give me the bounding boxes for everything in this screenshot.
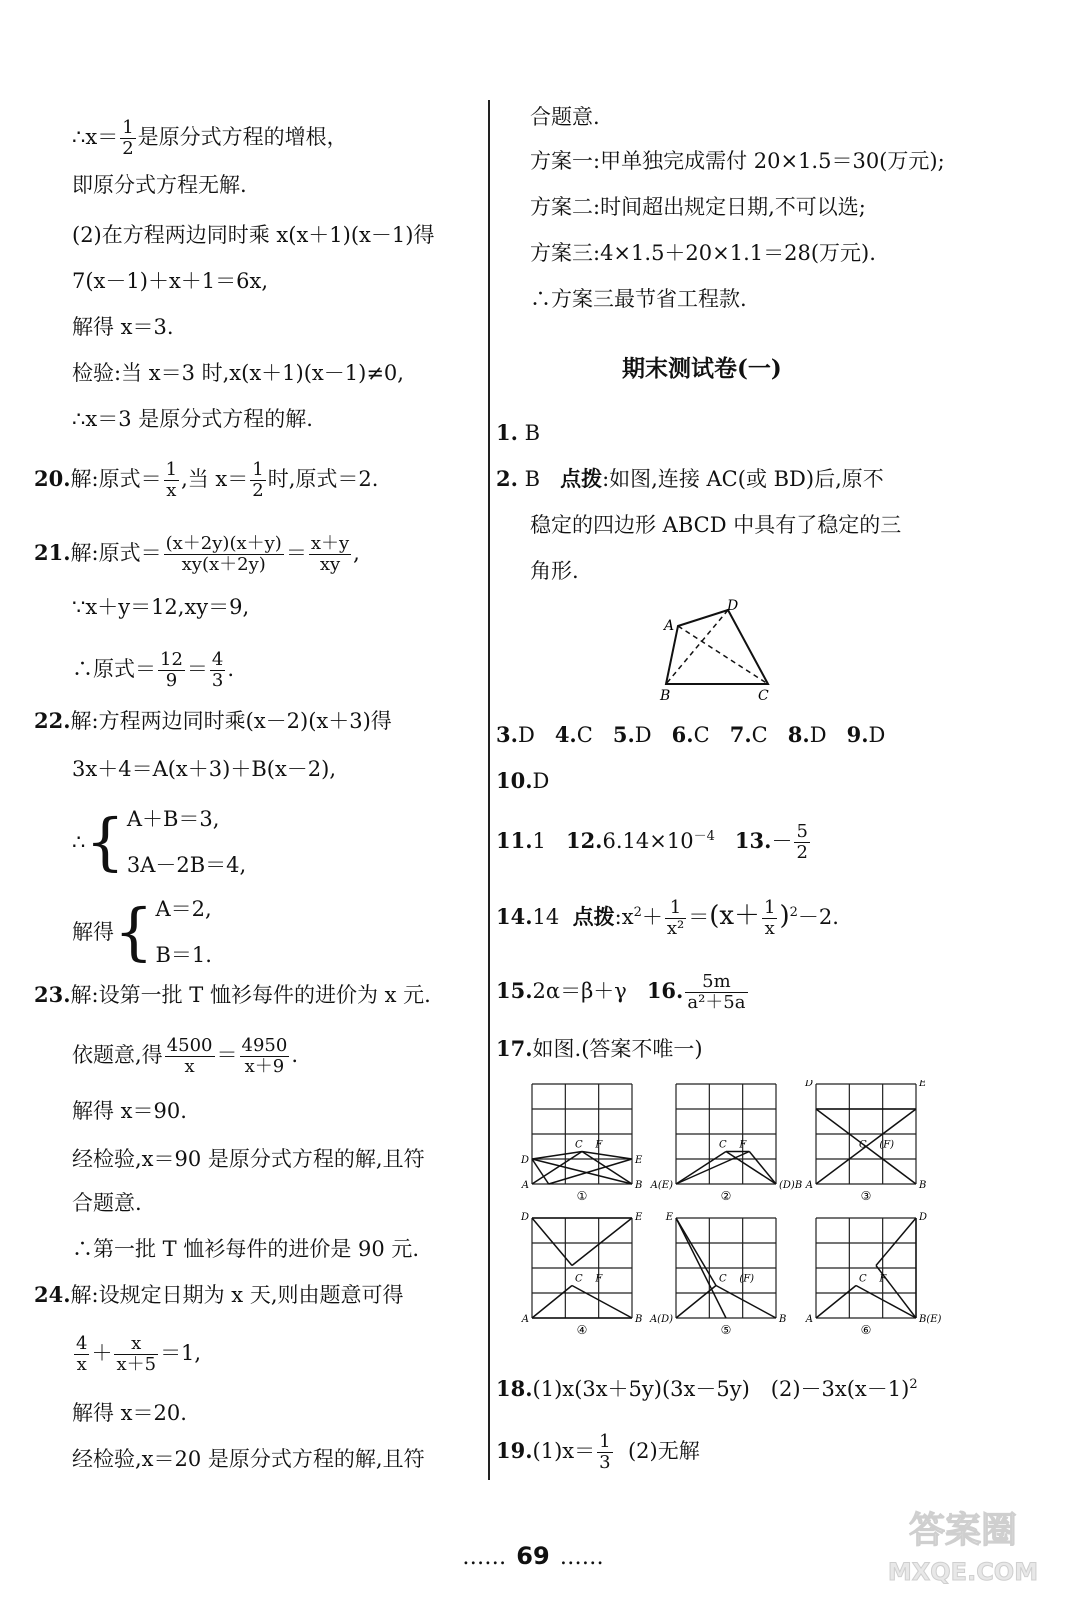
line-5: 解得 x＝3. bbox=[72, 315, 174, 339]
r-line-3: 方案二:时间超出规定日期,不可以选; bbox=[530, 195, 866, 219]
point-label: C bbox=[575, 1273, 583, 1285]
segment bbox=[816, 1286, 856, 1319]
label-B: B bbox=[660, 688, 671, 704]
figure-number: ② bbox=[720, 1189, 732, 1203]
answer-6: 6.C bbox=[671, 722, 710, 747]
point-label: B bbox=[779, 1314, 787, 1325]
segment bbox=[582, 1152, 632, 1160]
q22-system-1: ∴{A＋B＝3, 3A－2B＝4, bbox=[72, 805, 247, 878]
segment bbox=[676, 1152, 749, 1185]
r-line-1: 合题意. bbox=[530, 105, 600, 129]
q24-line-2: $\frac{4}{x}$ ＋ $\frac{x}{x+5}$ ＝1, bbox=[76, 1333, 202, 1375]
answer-14: 14.14 点拨$:x^2+$ $\frac{1}{\text{x²}}$ ＝(x＋ $\frac{1}{x}$ )$^2$－2. bbox=[496, 897, 839, 939]
segment bbox=[676, 1286, 716, 1319]
question-21: 21.解:原式＝ $\frac{(x+2y)(x+y)}{xy(x+2y)}$ ＝ $\frac{x+y}{xy}$ , bbox=[34, 533, 360, 575]
line-6: 检验:当 x＝3 时,x(x＋1)(x－1)≠0, bbox=[72, 361, 404, 385]
figure-number: ⑥ bbox=[860, 1323, 872, 1337]
q21-line-2: ∵x＋y＝12,xy＝9, bbox=[72, 595, 250, 619]
q24-line-4: 经检验,x＝20 是原分式方程的解,且符 bbox=[72, 1447, 425, 1471]
answer-19: 19.(1)x＝ $\frac{1}{3}$ (2)无解 bbox=[496, 1431, 700, 1473]
line-2: 即原分式方程无解. bbox=[72, 173, 247, 197]
segment bbox=[676, 1152, 726, 1185]
point-label: D bbox=[919, 1212, 928, 1223]
point-label: C bbox=[859, 1139, 867, 1151]
segment bbox=[876, 1218, 916, 1266]
question-24: 24.解:设规定日期为 x 天,则由题意可得 bbox=[34, 1282, 404, 1307]
page-number: 69 bbox=[516, 1542, 550, 1570]
grid-figure bbox=[520, 1084, 643, 1203]
q23-line-3: 解得 x＝90. bbox=[72, 1099, 187, 1123]
r-line-2: 方案一:甲单独完成需付 20×1.5＝30(万元); bbox=[530, 149, 945, 173]
point-label: A(E) bbox=[650, 1180, 673, 1191]
segment bbox=[582, 1152, 632, 1185]
answer-3: 3.D bbox=[496, 722, 535, 747]
answer-1: 1. B bbox=[496, 420, 541, 445]
segment bbox=[532, 1152, 582, 1185]
grid-figure bbox=[520, 1212, 643, 1337]
answer-2: 2. B 点拨:如图,连接 AC(或 BD)后,原不 bbox=[496, 466, 884, 491]
answer-5: 5.D bbox=[612, 722, 652, 747]
grid-figure bbox=[805, 1212, 942, 1337]
q24-line-3: 解得 x＝20. bbox=[72, 1401, 187, 1425]
point-label: C bbox=[575, 1139, 583, 1151]
point-label: E bbox=[919, 1080, 927, 1089]
point-label: (F) bbox=[739, 1273, 755, 1285]
point-label: (F) bbox=[879, 1139, 895, 1151]
point-label: B(E) bbox=[919, 1314, 942, 1325]
point-label: D bbox=[804, 1080, 813, 1089]
answer-8: 8.D bbox=[787, 722, 827, 747]
point-label: F bbox=[739, 1139, 747, 1151]
point-label: (D)B bbox=[779, 1180, 803, 1191]
point-label: B bbox=[919, 1180, 927, 1191]
label-A: A bbox=[664, 618, 675, 634]
q22-system-2: 解得{A＝2, B＝1. bbox=[72, 895, 212, 968]
q22-line-2: 3x＋4＝A(x＋3)＋B(x－2), bbox=[72, 757, 337, 781]
answer-2-line-2: 稳定的四边形 ABCD 中具有了稳定的三 bbox=[530, 513, 902, 537]
segment bbox=[532, 1286, 572, 1319]
point-label: A bbox=[805, 1180, 813, 1191]
label-C: C bbox=[758, 688, 769, 704]
figure-number: ⑤ bbox=[720, 1323, 732, 1337]
q21-line-3: ∴原式＝ $\frac{12}{9}$ ＝ $\frac{4}{3}$ . bbox=[72, 649, 235, 691]
q23-line-4: 经检验,x＝90 是原分式方程的解,且符 bbox=[72, 1147, 425, 1171]
point-label: A(D) bbox=[649, 1314, 673, 1325]
point-label: D bbox=[520, 1155, 529, 1166]
point-label: A bbox=[521, 1180, 529, 1191]
segment bbox=[856, 1286, 916, 1319]
question-23: 23.解:设第一批 T 恤衫每件的进价为 x 元. bbox=[34, 982, 431, 1007]
answer-2-line-3: 角形. bbox=[530, 559, 579, 583]
label-D: D bbox=[727, 598, 739, 614]
point-label: B bbox=[635, 1180, 643, 1191]
quadrilateral-figure bbox=[650, 596, 780, 706]
figure-number: ③ bbox=[860, 1189, 872, 1203]
point-label: D bbox=[520, 1212, 529, 1223]
line-7: ∴x＝3 是原分式方程的解. bbox=[72, 407, 313, 431]
question-20: 20.解:原式＝ $\frac{1}{x}$ ,当 x＝ $\frac{1}{2}$ 时,原式＝2. bbox=[34, 459, 379, 501]
point-label: C bbox=[719, 1273, 727, 1285]
segment bbox=[532, 1218, 572, 1266]
page-footer: …… 69 …… bbox=[462, 1542, 604, 1570]
watermark-logo bbox=[878, 1500, 1048, 1590]
grid-figure bbox=[650, 1084, 803, 1203]
q23-line-6: ∴第一批 T 恤衫每件的进价是 90 元. bbox=[72, 1237, 420, 1261]
grid-figure bbox=[804, 1080, 927, 1203]
answer-18: 18.(1)x(3x＋5y)(3x－5y) $(2)-3x(x-1)^2$ bbox=[496, 1376, 918, 1401]
point-label: C bbox=[719, 1139, 727, 1151]
r-line-4: 方案三:4×1.5＋20×1.1＝28(万元). bbox=[530, 241, 876, 265]
point-label: F bbox=[595, 1139, 603, 1151]
point-label: A bbox=[521, 1314, 529, 1325]
answer-7: 7.C bbox=[729, 722, 768, 747]
question-22: 22.解:方程两边同时乘(x－2)(x＋3)得 bbox=[34, 708, 392, 733]
figure-number: ④ bbox=[576, 1323, 588, 1337]
answer-17: 17.如图.(答案不唯一) bbox=[496, 1036, 703, 1061]
column-divider bbox=[488, 100, 490, 1480]
line-1: ∴x＝ $\frac{1}{2}$ 是原分式方程的增根， bbox=[72, 117, 348, 159]
segment bbox=[749, 1152, 776, 1185]
answers-15-16: 15.2α＝β＋γ 16. $\frac{5m}{\text{a²＋5a}}$ bbox=[496, 971, 746, 1013]
segment bbox=[532, 1152, 582, 1160]
segment bbox=[716, 1286, 776, 1319]
line-4: 7(x－1)＋x＋1＝6x, bbox=[72, 269, 269, 293]
r-line-5: ∴方案三最节省工程款. bbox=[530, 287, 747, 311]
answer-4: 4.C bbox=[554, 722, 593, 747]
line-3: (2)在方程两边同时乘 x(x＋1)(x－1)得 bbox=[72, 223, 435, 247]
grid-figure bbox=[649, 1212, 786, 1337]
svg-text:答案圈: 答案圈 bbox=[908, 1510, 1018, 1551]
segment bbox=[676, 1218, 716, 1286]
q23-line-2: 依题意,得 $\frac{4500}{x}$ ＝ $\frac{4950}{x+9}$ . bbox=[72, 1035, 298, 1077]
answers-11-13: 11.1 $12.6.14\times 10^{-4}$ 13.－ $\frac{5}{2}$ bbox=[496, 821, 808, 863]
point-label: C bbox=[859, 1273, 867, 1285]
answer-10: 10.D bbox=[496, 768, 550, 793]
answer-9: 9.D bbox=[846, 722, 886, 747]
answers-3-9 bbox=[496, 722, 885, 748]
point-label: E bbox=[635, 1212, 643, 1223]
point-label: F bbox=[879, 1273, 887, 1285]
segment bbox=[572, 1218, 632, 1266]
point-label: E bbox=[665, 1212, 673, 1223]
grid-figures bbox=[512, 1080, 952, 1358]
section-title: 期末测试卷(一) bbox=[622, 355, 782, 382]
point-label: A bbox=[805, 1314, 813, 1325]
point-label: E bbox=[635, 1155, 643, 1166]
svg-text:MXQE.COM: MXQE.COM bbox=[887, 1558, 1039, 1586]
segment bbox=[572, 1286, 632, 1319]
segment bbox=[726, 1152, 776, 1185]
figure-number: ① bbox=[576, 1189, 588, 1203]
point-label: F bbox=[595, 1273, 603, 1285]
point-label: B bbox=[635, 1314, 643, 1325]
q23-line-5: 合题意. bbox=[72, 1191, 142, 1215]
